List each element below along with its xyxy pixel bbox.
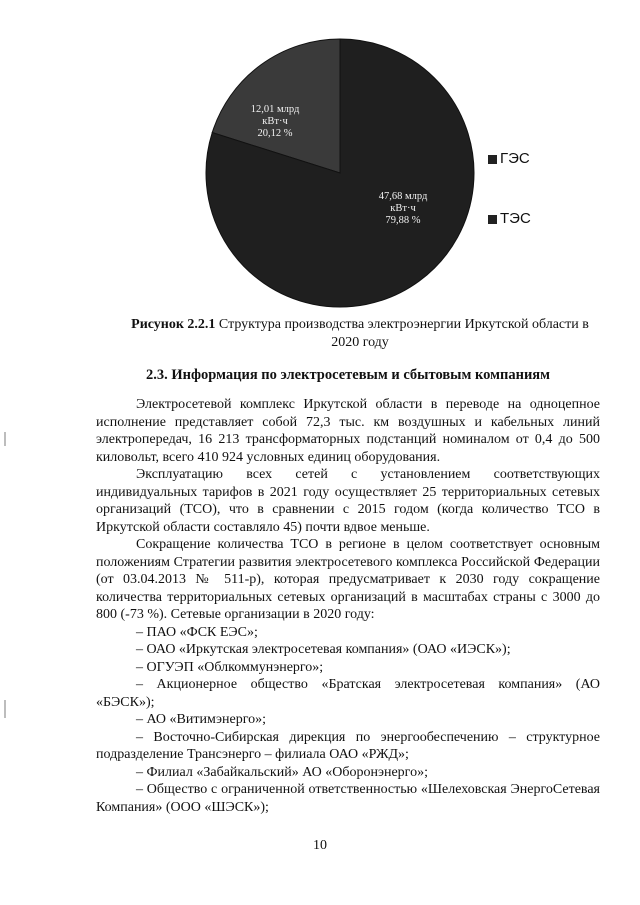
chart-legend (488, 150, 628, 228)
body-text (96, 396, 600, 816)
pie-label-line: кВт·ч (262, 116, 288, 127)
legend-label: ГЭС (500, 150, 530, 167)
pie-label-ges (368, 191, 438, 227)
list-item: – АО «Витимэнерго»; (136, 712, 266, 727)
paragraph: Эксплуатацию всех сетей с установлением соответствующих индивидуальных тарифов в 2021 году осуществляет 25 территориальных сетевых организаций (ТСО), что в сравнении с 2015 годом (когда количество ТСО в Иркутской области составляло 45) почти вдвое меньше. (96, 467, 600, 535)
pie-label-line: 20,12 % (257, 128, 293, 139)
list-item: – Филиал «Забайкальский» АО «Оборонэнерго»; (136, 764, 428, 780)
pie-label-line: кВт·ч (390, 203, 416, 214)
legend-item-tes (488, 210, 628, 228)
pie-chart-svg (200, 36, 480, 311)
list-item: – ОАО «Иркутская электросетевая компания» (ОАО «ИЭСК»); (136, 642, 511, 657)
figure-caption (130, 316, 590, 352)
page-number: 10 (313, 838, 327, 853)
section-title: 2.3. Информация по электросетевым и сбытовым компаниям (145, 367, 551, 383)
paragraph: Электросетевой комплекс Иркутской области в переводе на одноцепное исполнение представляет собой 72,3 тыс. км воздушных и кабельных линий электропередач, 16 213 трансформаторных подстанций номиналом от 0,4 до 500 киловольт, всего 410 924 условных единиц оборудования. (96, 397, 600, 465)
legend-item-ges (488, 150, 628, 168)
paragraph: Сокращение количества ТСО в регионе в целом соответствует основным положениям Стратегии развития электросетевого комплекса Российской Федерации (от 03.04.2013 № 511-р), которая предусматривает к 2030 году сокращение количества территориальных сетевых организаций в масштабах страны с 3000 до 800 (-73 %). Сетевые организации в 2020 году: (96, 537, 600, 622)
caption-prefix: Рисунок 2.2.1 (131, 317, 216, 332)
legend-label: ТЭС (500, 210, 531, 227)
list-item: – Восточно-Сибирская дирекция по энергообеспечению – структурное подразделение Трансэнерго – филиала ОАО «РЖД»; (96, 729, 600, 762)
legend-swatch (488, 155, 497, 164)
pie-label-tes (240, 104, 310, 140)
list-item: – ОГУЭП «Облкоммунэнерго»; (136, 659, 324, 675)
scan-edge-mark (4, 700, 6, 718)
pie-label-line: 12,01 млрд (250, 104, 300, 115)
pie-label-line: 47,68 млрд (378, 191, 428, 202)
legend-swatch (488, 215, 497, 224)
list-item: – ПАО «ФСК ЕЭС»; (136, 624, 258, 640)
list-item: – Общество с ограниченной ответственностью «Шелеховская ЭнергоСетевая Компания» (ООО «ШЭСК»); (96, 782, 600, 815)
list-item: – Акционерное общество «Братская электросетевая компания» (АО «БЭСК»); (96, 677, 600, 710)
network-organizations-list (96, 624, 600, 817)
caption-text: Структура производства электроэнергии Иркутской области в 2020 году (215, 317, 589, 350)
pie-chart (200, 36, 480, 311)
scan-edge-mark (4, 432, 6, 446)
pie-label-line: 79,88 % (385, 215, 421, 226)
